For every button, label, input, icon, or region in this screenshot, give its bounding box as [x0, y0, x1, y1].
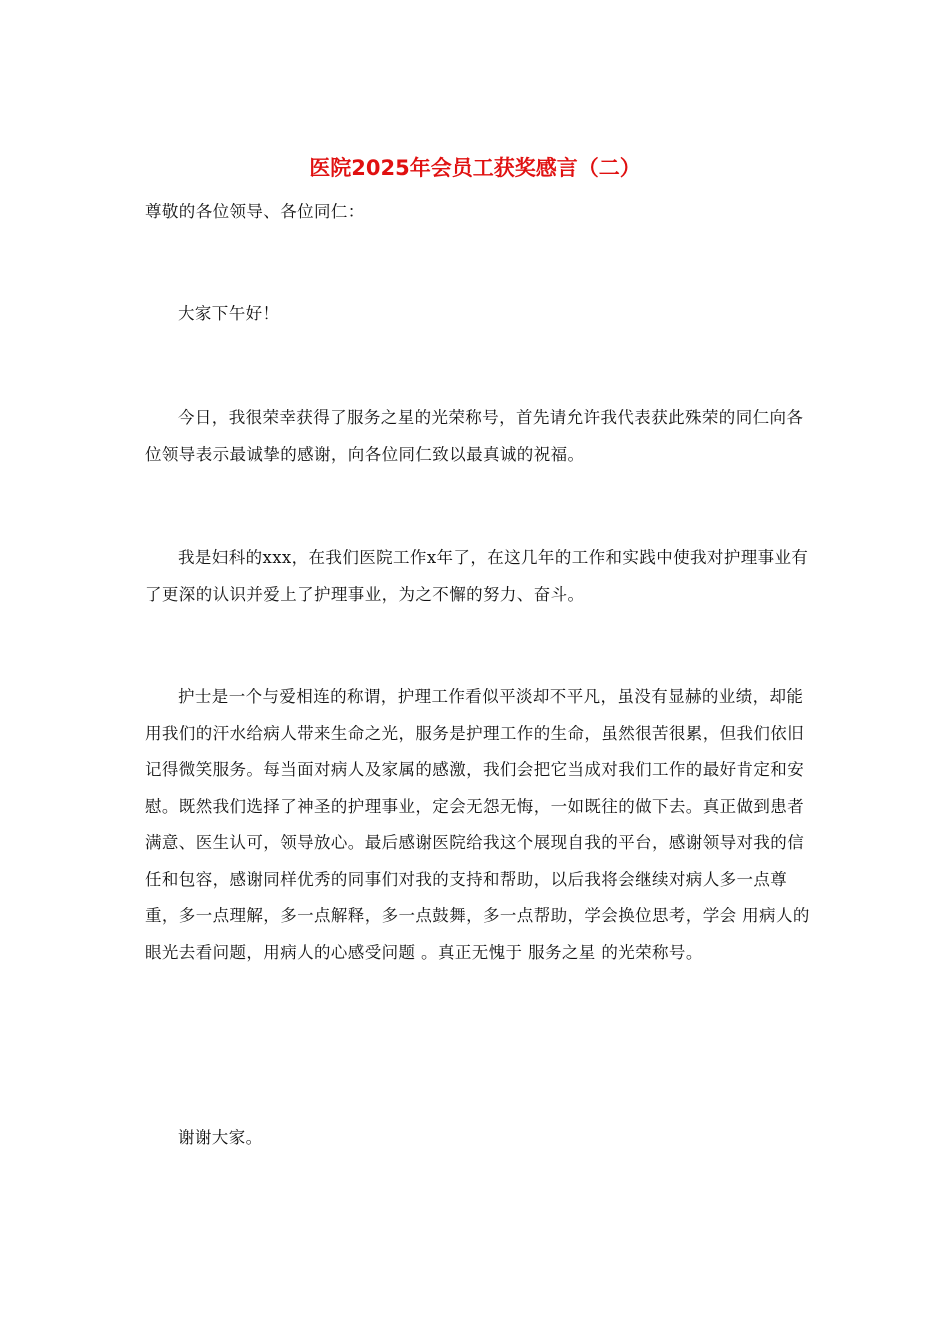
body-paragraph-2: 我是妇科的xxx，在我们医院工作x年了，在这几年的工作和实践中使我对护理事业有了更深的认识并爱上了护理事业，为之不懈的努力、奋斗。: [145, 548, 809, 604]
document-title: 医院2025年会员工获奖感言（二）: [309, 156, 641, 180]
body-paragraph-1: 今日，我很荣幸获得了服务之星的光荣称号，首先请允许我代表获此殊荣的同仁向各位领导表示最诚挚的感谢，向各位同仁致以最真诚的祝福。: [145, 408, 804, 464]
closing-line: 谢谢大家。: [178, 1128, 263, 1147]
body-paragraph-3: 护士是一个与爱相连的称谓，护理工作看似平淡却不平凡，虽没有显赫的业绩，却能用我们的汗水给病人带来生命之光，服务是护理工作的生命，虽然很苦很累，但我们依旧记得微笑服务。每当面对病人及家属的感激，我们会把它当成对我们工作的最好肯定和安慰。既然我们选择了神圣的护理事业，定会无怨无悔，一如既往的做下去。真正做到患者满意、医生认可，领导放心。最后感谢医院给我这个展现自我的平台，感谢领导对我的信任和包容，感谢同样优秀的同事们对我的支持和帮助，以后我将会继续对病人多一点尊重，多一点理解，多一点解释，多一点鼓舞，多一点帮助，学会换位思考，学会 用病人的眼光去看问题，用病人的心感受问题 。真正无愧于 服务之星 的光荣称号。: [145, 687, 810, 962]
greeting: 大家下午好！: [178, 304, 280, 323]
salutation: 尊敬的各位领导、各位同仁：: [145, 202, 365, 221]
